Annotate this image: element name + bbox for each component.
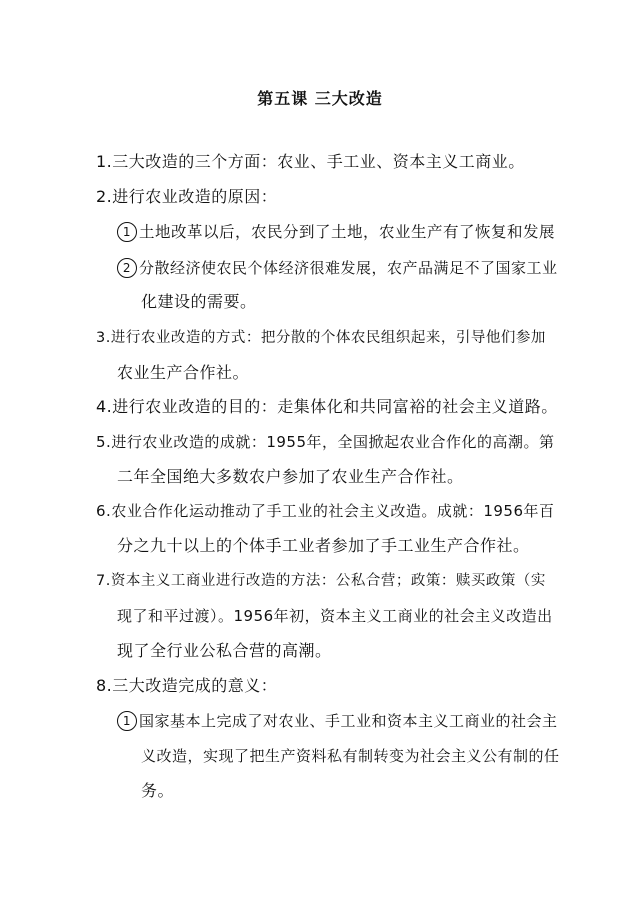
circled-number-icon: 1 — [117, 222, 137, 242]
item-number: 6. — [96, 502, 112, 520]
item-6-line-1 — [96, 501, 555, 521]
sub-item-text: 国家基本上完成了对农业、手工业和资本主义工商业的社会主 — [139, 712, 558, 730]
item-number: 1. — [96, 152, 113, 171]
item-2-sub-2-line-2 — [141, 292, 257, 312]
item-text: 进行农业改造的方式：把分散的个体农民组织起来，引导他们参加 — [110, 330, 546, 346]
item-text: 现了全行业公私合营的高潮。 — [117, 641, 332, 660]
sub-item-text: 义改造，实现了把生产资料私有制转变为社会主义公有制的任 — [141, 747, 560, 765]
item-3-line-1 — [96, 328, 546, 348]
item-4-line-1 — [96, 397, 558, 417]
item-1-line-1 — [96, 152, 525, 172]
item-text: 三大改造的三个方面：农业、手工业、资本主义工商业。 — [112, 152, 525, 171]
sub-item-text: 分散经济使农民个体经济很难发展，农产品满足不了国家工业 — [139, 259, 558, 277]
item-number: 7. — [96, 573, 111, 589]
item-number: 5. — [96, 433, 112, 451]
item-7-line-2 — [117, 606, 553, 626]
item-text: 进行农业改造的成就：1955年，全国掀起农业合作化的高潮。第 — [111, 433, 555, 451]
item-text: 分之九十以上的个体手工业者参加了手工业生产合作社。 — [117, 536, 530, 555]
item-number: 3. — [96, 330, 111, 346]
item-text: 进行农业改造的原因： — [112, 187, 278, 206]
item-6-line-2 — [117, 536, 530, 556]
item-text: 现了和平过渡）。1956年初，资本主义工商业的社会主义改造出 — [117, 607, 553, 625]
item-number: 4. — [96, 397, 113, 416]
sub-item-text: 化建设的需要。 — [141, 292, 257, 311]
item-5-line-1 — [96, 432, 555, 452]
item-2-line-1 — [96, 187, 277, 207]
item-3-line-2 — [117, 363, 249, 383]
circled-number-icon: 1 — [117, 711, 137, 731]
item-7-line-1 — [96, 571, 546, 591]
item-number: 2. — [96, 187, 113, 206]
item-2-sub-1-line-1 — [117, 222, 555, 242]
item-8-sub-1-line-2 — [141, 746, 560, 766]
item-text: 三大改造完成的意义： — [112, 676, 278, 695]
item-text: 进行农业改造的目的：走集体化和共同富裕的社会主义道路。 — [112, 397, 558, 416]
item-8-sub-1-line-1 — [117, 711, 558, 731]
item-5-line-2 — [117, 467, 464, 487]
item-text: 农业合作化运动推动了手工业的社会主义改造。成就：1956年百 — [111, 502, 555, 520]
item-7-line-3 — [117, 641, 332, 661]
lesson-title: 第五课 三大改造 — [257, 89, 383, 108]
item-8-line-1 — [96, 676, 277, 696]
circled-number-icon: 2 — [117, 258, 137, 278]
item-number: 8. — [96, 676, 113, 695]
item-text: 二年全国绝大多数农户参加了农业生产合作社。 — [117, 467, 464, 486]
item-2-sub-2-line-1 — [117, 258, 558, 278]
item-8-sub-1-line-3 — [141, 781, 174, 801]
sub-item-text: 土地改革以后，农民分到了土地，农业生产有了恢复和发展 — [139, 223, 556, 241]
item-text: 农业生产合作社。 — [117, 363, 250, 382]
sub-item-text: 务。 — [141, 781, 175, 800]
item-text: 资本主义工商业进行改造的方法：公私合营；政策：赎买政策（实 — [110, 573, 546, 589]
